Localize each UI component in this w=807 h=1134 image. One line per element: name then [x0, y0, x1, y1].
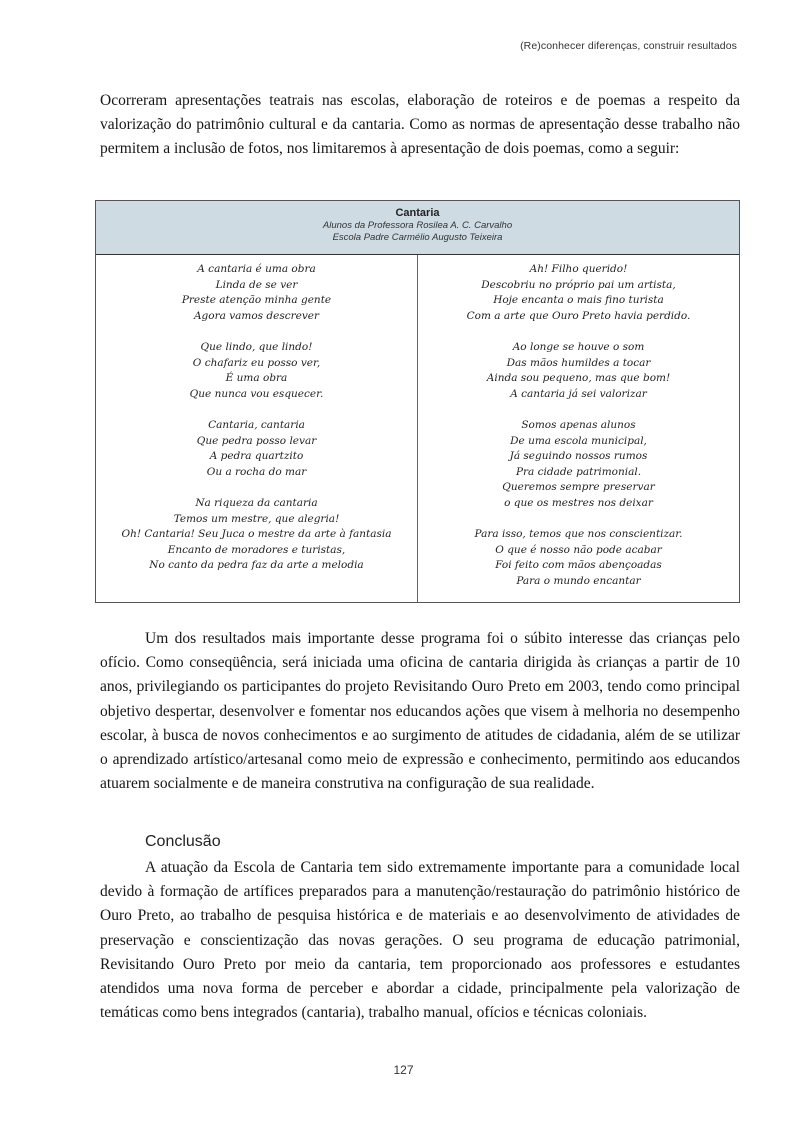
verse: Hoje encanta o mais fino turista	[493, 294, 664, 307]
stanza	[96, 262, 417, 324]
verse: Para isso, temos que nos conscientizar.	[474, 528, 683, 541]
stanza	[96, 418, 417, 480]
poem-columns	[96, 255, 739, 602]
verse: O que é nosso não pode acabar	[495, 543, 662, 556]
results-paragraph: Um dos resultados mais importante desse programa foi o súbito interesse das crianças pelo ofício. Como conseqüência, será iniciada uma oficina de cantaria dirigida às crianças a partir de 10 anos, privilegiando os participantes do projeto Revisitando Ouro Preto em 2003, tendo como principal objetivo despertar, desenvolver e fomentar nos educandos ações que visem à melhoria no desempenho escolar, à busca de novos conhecimentos e ao surgimento de atitudes de cidadania, além de se utilizar o aprendizado artístico/artesanal como meio de expressão e conhecimento, permitindo aos educandos atuarem socialmente e de maneira construtiva na configuração de sua realidade.	[100, 630, 740, 793]
verse: Das mãos humildes a tocar	[506, 356, 651, 369]
verse: Ainda sou pequeno, mas que bom!	[486, 372, 671, 385]
stanza	[418, 262, 739, 324]
verse: Foi feito com mãos abençoadas	[495, 559, 662, 572]
verse: Encanto de moradores e turistas,	[167, 543, 346, 556]
verse: Pra cidade patrimonial.	[515, 465, 642, 478]
verse: o que os mestres nos deixar	[504, 496, 653, 509]
stanza	[418, 418, 739, 512]
verse: Ou a rocha do mar	[206, 465, 307, 478]
verse: Queremos sempre preservar	[502, 481, 655, 494]
verse: O chafariz eu posso ver,	[192, 356, 321, 369]
poem-right-column	[418, 255, 739, 602]
stanza	[96, 496, 417, 574]
intro-paragraph: Ocorreram apresentações teatrais nas escolas, elaboração de roteiros e de poemas a respeito da valorização do patrimônio cultural e da cantaria. Como as normas de apresentação desse trabalho não permitem a inclusão de fotos, nos limitaremos à apresentação de dois poemas, como a seguir:	[100, 92, 740, 158]
verse: A cantaria já sei valorizar	[510, 387, 647, 400]
conclusion-heading: Conclusão	[145, 833, 221, 850]
verse: Somos apenas alunos	[521, 418, 636, 431]
verse: Agora vamos descrever	[193, 309, 320, 322]
verse: De uma escola municipal,	[510, 434, 647, 447]
conclusion-paragraph: A atuação da Escola de Cantaria tem sido extremamente importante para a comunidade local devido à formação de artífices preparados para a manutenção/restauração do patrimônio histórico de Ouro Preto, ao trabalho de pesquisa histórica e de materiais e ao desenvolvimento de atividades de preservação e conscientização das novas gerações. O seu programa de educação patrimonial, Revisitando Ouro Preto por meio da cantaria, tem proporcionado aos professores e estudantes atendidos uma nova forma de perceber e abordar a cidade, principalmente pela valorização de temáticas como bens integrados (cantaria), trabalho manual, ofícios e técnicas coloniais.	[100, 859, 740, 1022]
verse: Que lindo, que lindo!	[200, 340, 313, 353]
verse: Preste atenção minha gente	[181, 294, 332, 307]
stanza	[418, 527, 739, 589]
verse: Já seguindo nossos rumos	[509, 450, 648, 463]
page-number: 127	[393, 1063, 414, 1077]
verse: Oh! Cantaria! Seu Juca o mestre da arte à fantasia	[121, 528, 392, 541]
verse: Ao longe se houve o som	[512, 340, 645, 353]
verse: Para o mundo encantar	[516, 574, 641, 587]
poem-title: Cantaria	[395, 207, 440, 219]
verse: Cantaria, cantaria	[208, 418, 305, 431]
stanza	[96, 340, 417, 402]
verse: Que pedra posso levar	[196, 434, 317, 447]
verse: Na riqueza da cantaria	[195, 496, 318, 509]
poem-left-column	[96, 255, 418, 602]
verse: Linda de se ver	[215, 278, 298, 291]
poem-authors: Alunos da Professora Rosilea A. C. Carvalho	[322, 220, 513, 231]
running-head: (Re)conhecer diferenças, construir resultados	[520, 40, 737, 52]
verse: Que nunca vou esquecer.	[189, 387, 324, 400]
verse: Temos um mestre, que alegria!	[173, 512, 340, 525]
verse: No canto da pedra faz da arte a melodia	[149, 559, 364, 572]
poem-school: Escola Padre Carmélio Augusto Teixeira	[332, 232, 503, 243]
verse: É uma obra	[225, 372, 288, 385]
poem-table-header	[96, 201, 739, 255]
verse: A cantaria é uma obra	[197, 263, 316, 275]
verse: Descobriu no próprio pai um artista,	[481, 278, 676, 291]
verse: Ah! Filho querido!	[529, 263, 628, 275]
poem-table	[95, 200, 740, 603]
stanza	[418, 340, 739, 402]
verse: A pedra quartzito	[209, 450, 304, 463]
verse: Com a arte que Ouro Preto havia perdido.	[466, 309, 691, 322]
